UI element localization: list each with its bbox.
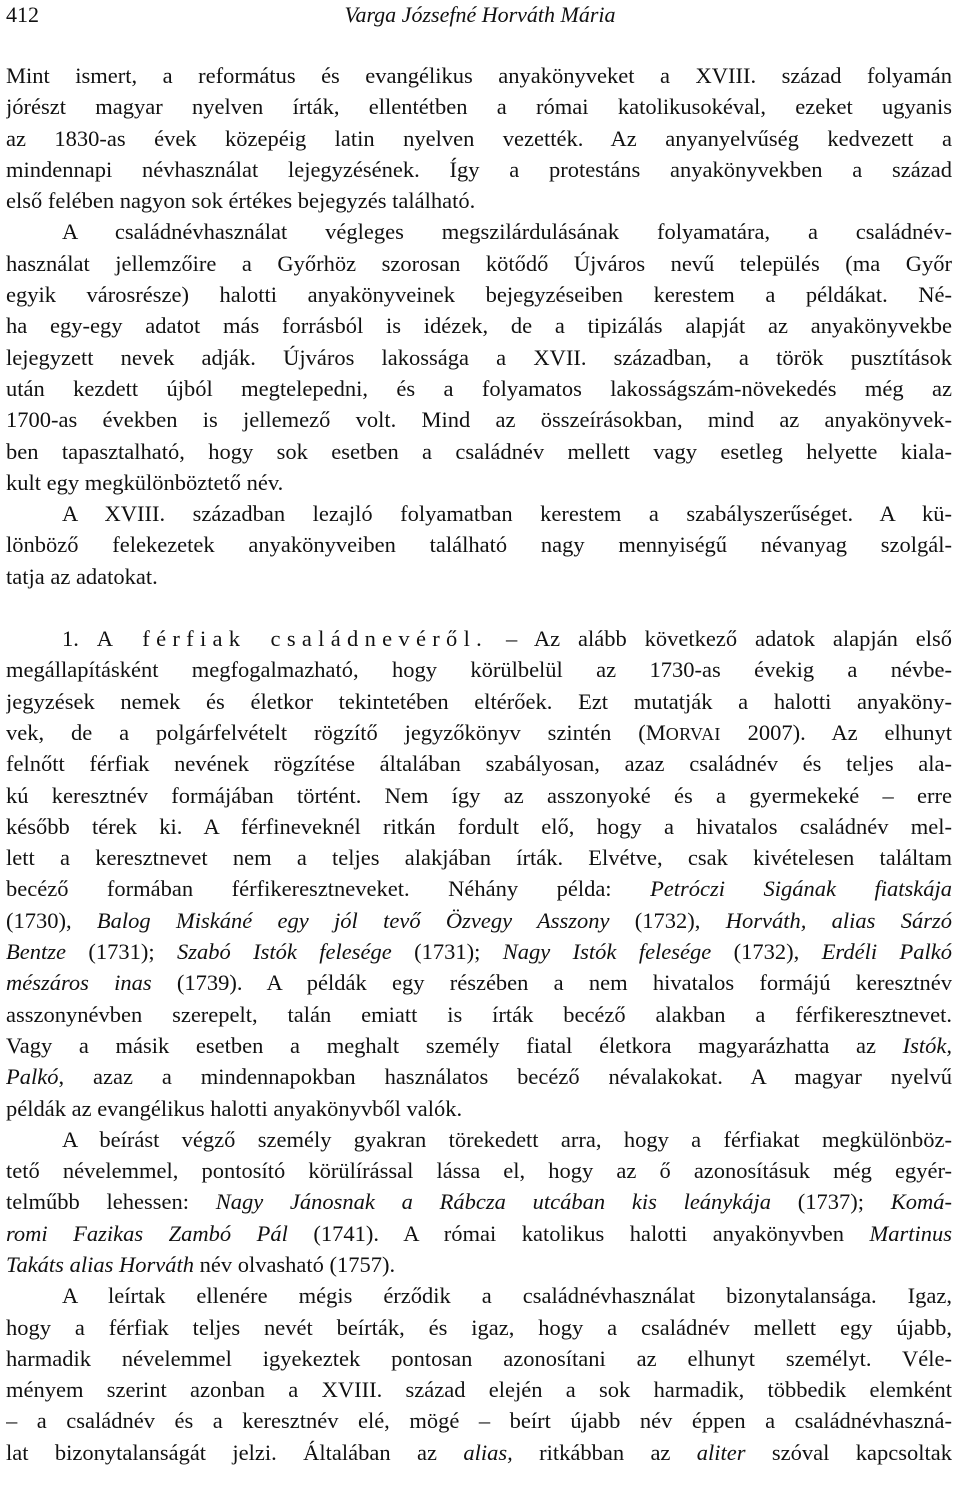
text-line — [6, 123, 952, 154]
text-run: (1731); — [391, 939, 503, 965]
text-run: felnőtt férfiak nevének rögzítése általában szabályosan, azaz családnév és teljes ala- — [6, 751, 952, 777]
text-run: után kezdett újból megtelepedni, és a folyamatos lakosságszám-növekedés még az — [6, 375, 952, 401]
text-run: A beírást végző személy gyakran törekedett arra, hogy a férfiakat megkülönböz- — [62, 1126, 952, 1152]
text-run: lat bizonytalanságát jelzi. Általában az — [6, 1439, 464, 1465]
page-number: 412 — [6, 2, 39, 27]
text-line — [6, 967, 952, 998]
text-line — [6, 717, 952, 748]
text-line — [6, 216, 952, 247]
text-run: egyik városrésze) halotti anyakönyveinek bejegyzéseiben kerestem a példákat. Né- — [6, 282, 952, 308]
text-run: hogy a férfiak teljes nevét beírták, és igaz, hogy a családnév mellett egy újabb, — [6, 1314, 952, 1340]
running-head: Varga Józsefné Horváth Mária — [344, 2, 616, 27]
text-run: használat jellemzőire a Győrhöz szorosan kötődő Újváros nevű település (ma Győr — [6, 250, 952, 276]
text-run: (1730), — [6, 907, 97, 933]
text-run: 2007). Az elhunyt — [720, 719, 952, 745]
text-line — [6, 1249, 952, 1280]
text-run: kult egy megkülönböztető név. — [6, 469, 284, 495]
body-text — [6, 60, 952, 1468]
text-line — [6, 811, 952, 842]
text-run: A leírtak ellenére mégis érződik a családnévhasználat bizonytalansága. Igaz, — [62, 1283, 952, 1309]
text-line — [6, 1124, 952, 1155]
text-line — [6, 1312, 952, 1343]
text-line — [6, 529, 952, 560]
text-run: (1732), — [609, 907, 726, 933]
text-line — [6, 1343, 952, 1374]
italic-text: Nagy Istók felesége — [502, 939, 712, 965]
text-line — [6, 498, 952, 529]
page-header — [6, 0, 954, 32]
text-line — [6, 60, 952, 91]
text-line — [6, 1280, 952, 1311]
text-line — [6, 1155, 952, 1186]
italic-text: Erdéli Palkó — [821, 939, 952, 965]
italic-text: Bentze — [6, 939, 66, 965]
italic-text: Nagy Jánosnak a Rábcza utcában kis leánykája — [215, 1189, 772, 1215]
text-run: vek, de a polgárfelvételt rögzítő jegyzőkönyv szintén (M — [6, 719, 666, 745]
text-line — [6, 248, 952, 279]
text-run: szóval kapcsoltak — [745, 1439, 952, 1465]
text-run: 1700-as években is jellemező volt. Mind az összeírásokban, mind az anyakönyvek- — [6, 407, 952, 433]
text-run: megállapításként megfogalmazható, hogy körülbelül az 1730-as évekig a névbe- — [6, 657, 952, 683]
text-line — [6, 1030, 952, 1061]
text-run: példák az evangélikus halotti anyakönyvből valók. — [6, 1095, 463, 1121]
text-run: asszonynévben szerepelt, talán emiatt is írták becéző alakban a férfikeresztnevet. — [6, 1001, 952, 1027]
text-run: tető névelemmel, pontosító körülírással lássa el, hogy az ő azonosításuk még egyér- — [6, 1158, 952, 1184]
text-line — [6, 623, 952, 654]
italic-text: Horváth, alias Sárzó — [725, 907, 952, 933]
text-line — [6, 936, 952, 967]
text-line — [6, 748, 952, 779]
text-run: jórészt magyar nyelven írták, ellentétben a római katolikusokéval, ezeket ugyanis — [6, 94, 952, 120]
text-run: (1737); — [771, 1189, 891, 1215]
text-run: becéző formában férfikeresztneveket. Néhány példa: — [6, 876, 651, 902]
text-run: A családnévhasználat végleges megszilárdulásának folyamatára, a családnév- — [62, 219, 952, 245]
text-line — [6, 905, 952, 936]
text-line — [6, 91, 952, 122]
text-run: jegyzések nemek és életkor tekintetében eltérőek. Ezt mutatják a halotti anyaköny- — [6, 688, 952, 714]
text-line — [6, 342, 952, 373]
text-run: (1732), — [711, 939, 822, 965]
text-run: A XVIII. században lezajló folyamatban kerestem a szabályszerűséget. A kü- — [62, 501, 952, 527]
text-line — [6, 436, 952, 467]
italic-text: Petróczi Sigának fiatskája — [650, 876, 952, 902]
italic-text: romi Fazikas Zambó Pál — [6, 1220, 288, 1246]
text-line — [6, 873, 952, 904]
text-line — [6, 780, 952, 811]
text-line — [6, 1061, 952, 1092]
text-run: (1731); — [65, 939, 178, 965]
text-line — [6, 1218, 952, 1249]
text-run: lett a keresztnevet nem a teljes alakjában írták. Elvétve, csak kivételesen találtam — [6, 845, 952, 871]
text-run: ben tapasztalható, hogy sok esetben a családnév mellett vagy esetleg helyette kiala- — [6, 438, 952, 464]
text-run: tatja az adatokat. — [6, 563, 158, 589]
text-line — [6, 654, 952, 685]
text-line — [6, 1437, 952, 1468]
text-line — [6, 154, 952, 185]
text-line — [6, 842, 952, 873]
text-run: harmadik névelemmel igyekeztek pontosan azonosítani az elhunyt személyt. Véle- — [6, 1345, 952, 1371]
text-run: 1. — [62, 626, 97, 652]
text-run: (1741). A római katolikus halotti anyakönyvben — [287, 1220, 870, 1246]
text-run: első felében nagyon sok értékes bejegyzés található. — [6, 188, 476, 214]
text-line — [6, 999, 952, 1030]
text-run: ha egy-egy adatot más forrásból is idézek, de a tipizálás alapját az anyakönyvekbe — [6, 313, 952, 339]
italic-text: Balog Miskáné egy jól tevő Özvegy Asszony — [96, 907, 610, 933]
text-line — [6, 1405, 952, 1436]
text-run: telműbb lehessen: — [6, 1189, 216, 1215]
text-run: , azaz a mindennapokban használatos becéző névalakokat. A magyar nyelvű — [58, 1064, 952, 1090]
text-run: név olvasható (1757). — [193, 1251, 396, 1277]
text-run: lejegyzett nevek adják. Újváros lakossága a XVII. században, a török pusztítások — [6, 344, 952, 370]
text-line — [6, 279, 952, 310]
text-run: Vagy a másik esetben a meghalt személy fiatal életkora magyarázhatta az — [6, 1032, 903, 1058]
text-line — [6, 404, 952, 435]
italic-text: Martinus — [869, 1220, 952, 1246]
text-run: az 1830-as évek közepéig latin nyelven vezették. Az anyanyelvűség kedvezett a — [6, 125, 952, 151]
section-gap — [6, 592, 952, 623]
text-run: – Az alább következő adatok alapján első — [488, 626, 952, 652]
text-line — [6, 310, 952, 341]
italic-text: alias, — [463, 1439, 513, 1465]
text-line — [6, 1374, 952, 1405]
italic-text: aliter — [696, 1439, 746, 1465]
text-run: ritkábban az — [512, 1439, 697, 1465]
text-run: lönböző felekezetek anyakönyveiben található nagy mennyiségű névanyag szolgál- — [6, 532, 952, 558]
text-run: – a családnév és a keresztnév elé, mögé – beírt újabb név éppen a családnévhaszná- — [6, 1408, 952, 1434]
text-line — [6, 467, 952, 498]
text-line — [6, 561, 952, 592]
italic-text: Szabó Istók felesége — [177, 939, 392, 965]
text-run: később térek ki. A férfineveknél ritkán fordult elő, hogy a hivatalos családnév mel- — [6, 813, 952, 839]
italic-text: Komá- — [890, 1189, 952, 1215]
text-line — [6, 185, 952, 216]
italic-text: Istók, — [902, 1032, 952, 1058]
text-run: ményem szerint azonban a XVIII. század elején a sok harmadik, többedik elemként — [6, 1377, 952, 1403]
text-run: ORVAI — [665, 723, 721, 744]
text-run: kú keresztnév formájában történt. Nem így az asszonyoké és a gyermekeké – erre — [6, 782, 952, 808]
text-line — [6, 686, 952, 717]
text-run: Mint ismert, a református és evangélikus anyakönyveket a XVIII. század folyamán — [6, 63, 952, 88]
text-line — [6, 1093, 952, 1124]
text-line — [6, 373, 952, 404]
text-run: (1739). A példák egy részében a nem hivatalos formájú keresztnév — [151, 970, 952, 996]
italic-text: Takáts alias Horváth — [6, 1251, 194, 1277]
text-run: A férfiak családnevéről. — [96, 626, 489, 652]
italic-text: Palkó — [6, 1064, 59, 1090]
text-run: mindennapi névhasználat lejegyzésének. Így a protestáns anyakönyvekben a század — [6, 156, 952, 182]
italic-text: mészáros inas — [6, 970, 152, 996]
text-line — [6, 1186, 952, 1217]
